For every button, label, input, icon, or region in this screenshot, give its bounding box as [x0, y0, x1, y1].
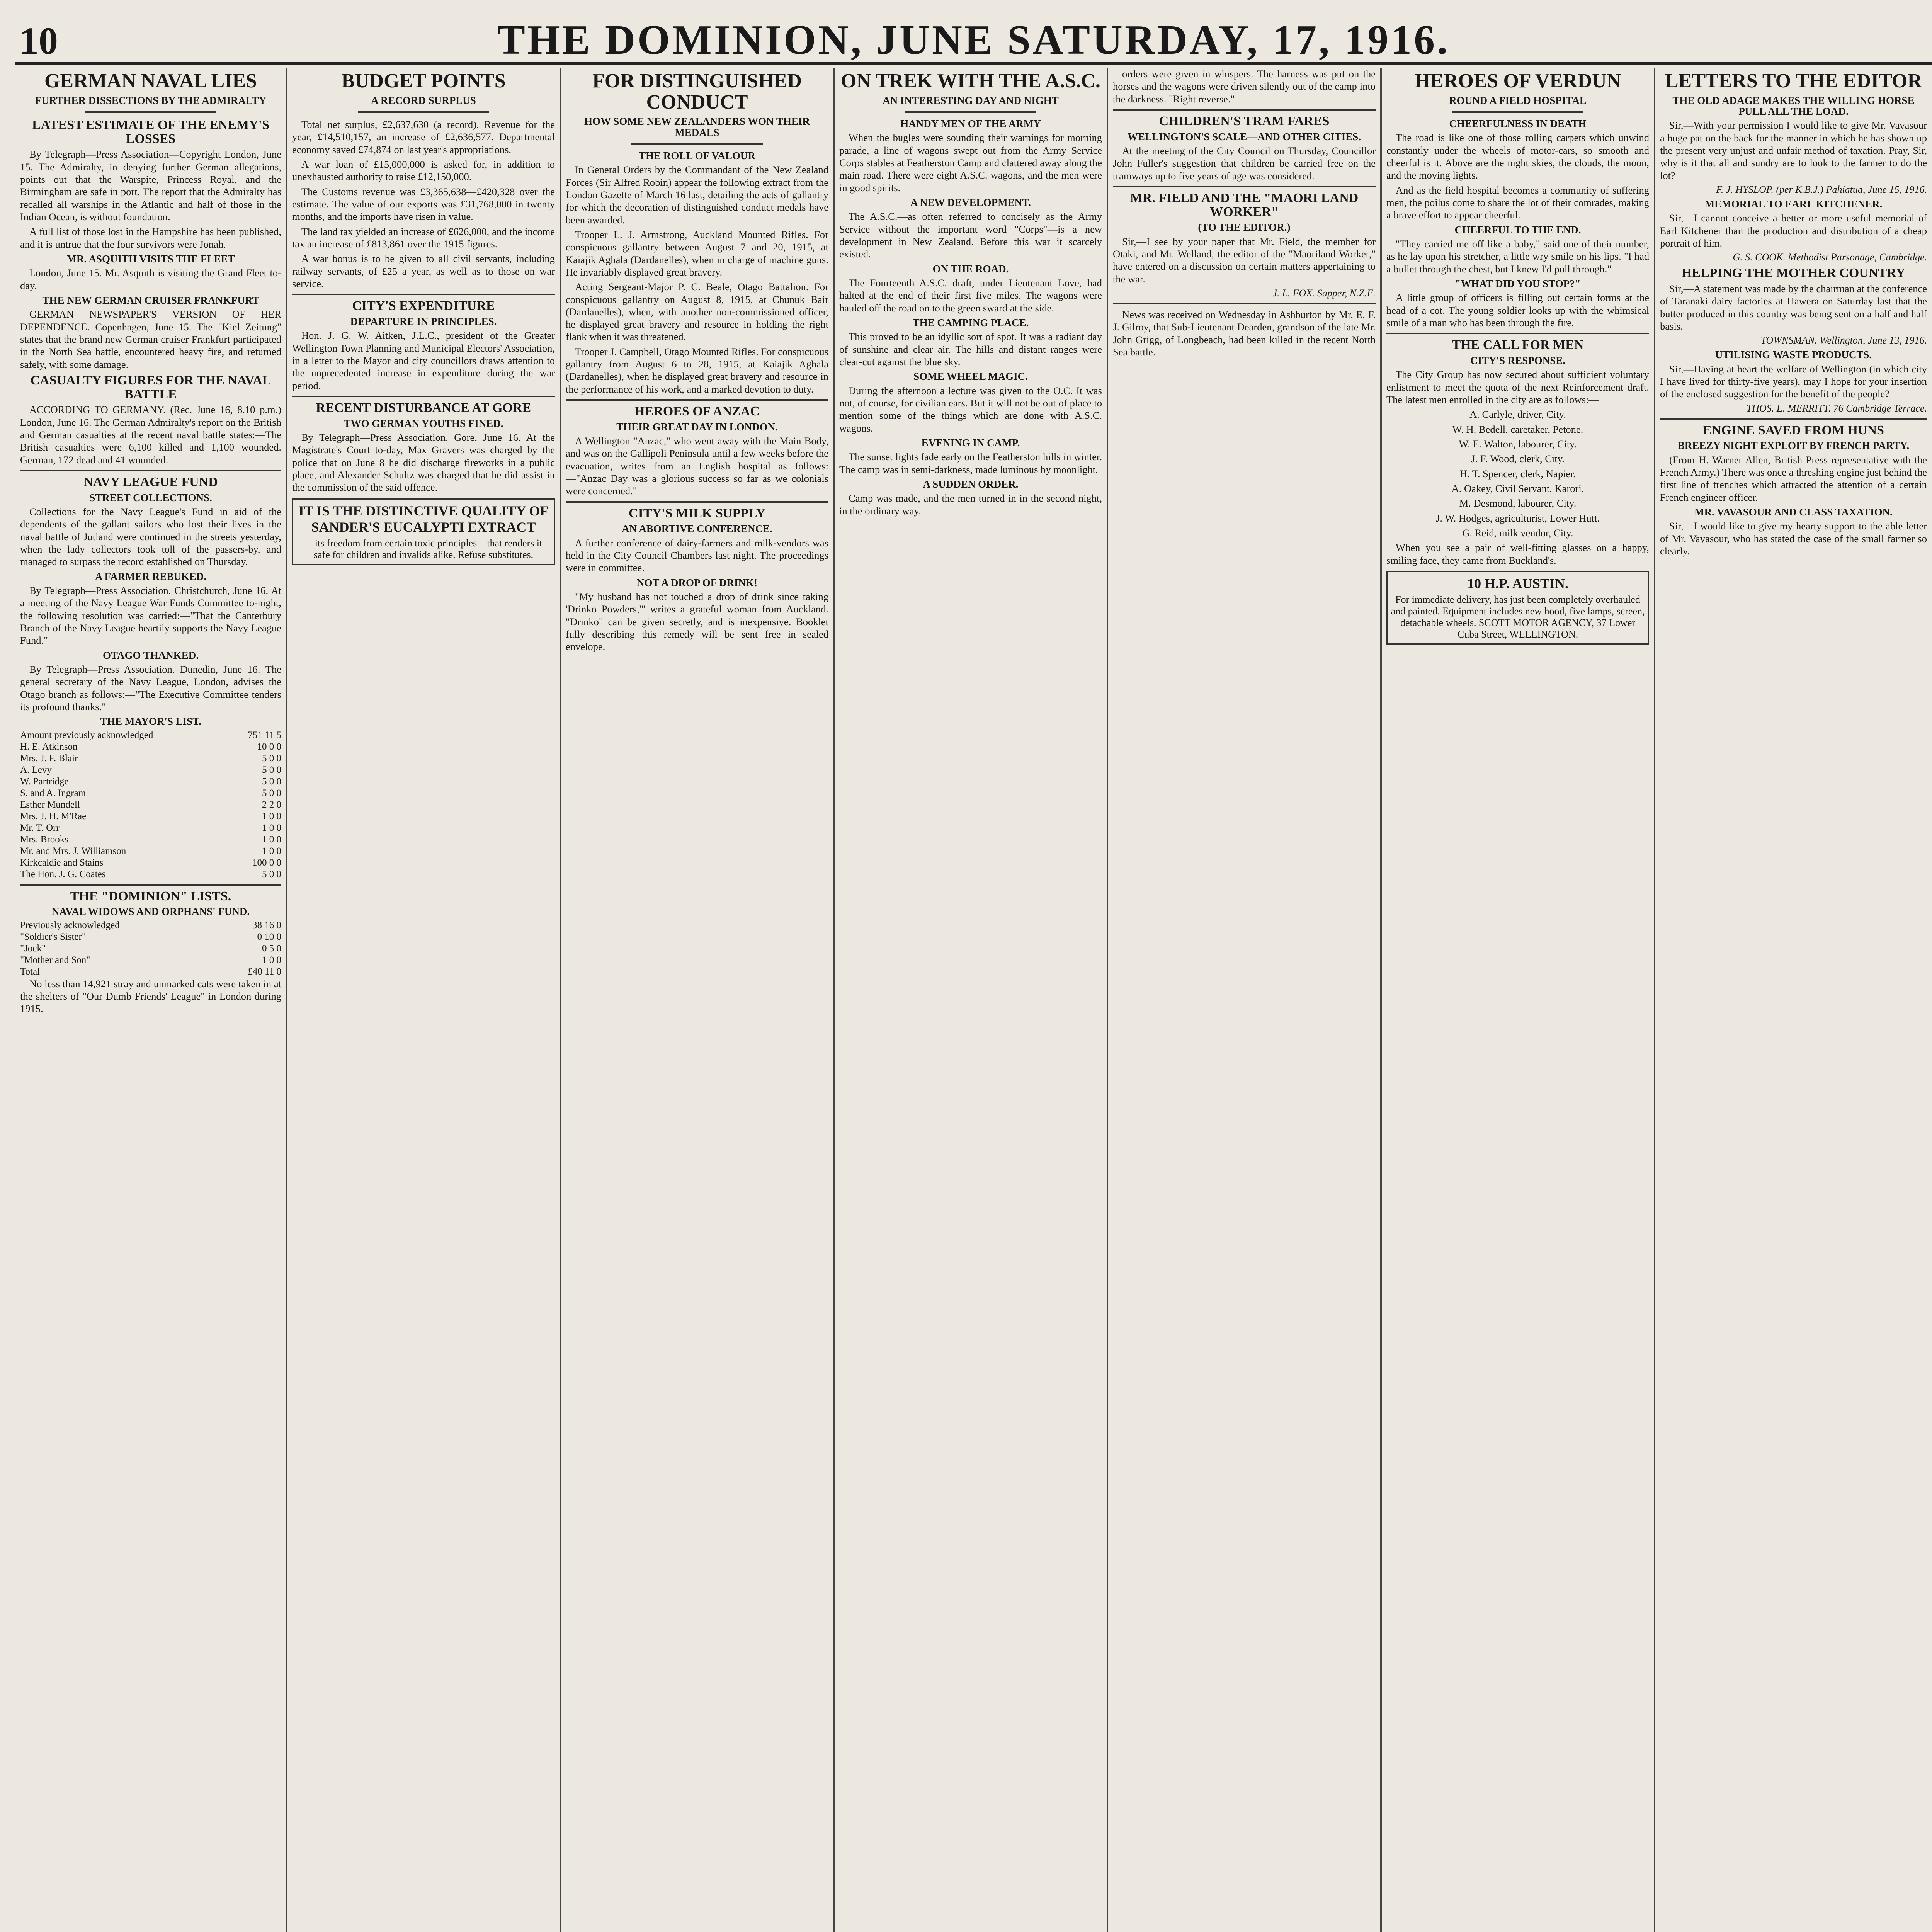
- list-row: [20, 931, 281, 943]
- article-paragraph: During the afternoon a lecture was given to the O.C. It was not, of course, for civilian ears. But it will not be out of place to mention some of the things which are done with A.S.C. wagons.: [839, 384, 1102, 434]
- subhead: THE ROLL OF VALOUR: [639, 150, 755, 162]
- article-paragraph: By Telegraph—Press Association. Christchurch, June 16. At a meeting of the Navy League War Funds Committee to-night, the following resolution was carried:—"That the Canterbury Branch of the Navy League heartily supports the Navy League Fund.": [20, 584, 281, 646]
- enlistment-entry: A. Carlyle, driver, City.: [1469, 408, 1566, 420]
- section-heading: UTILISING WASTE PRODUCTS.: [1715, 349, 1872, 361]
- subhead: TWO GERMAN YOUTHS FINED.: [344, 417, 503, 429]
- article-paragraph: Camp was made, and the men turned in in the second night, in the ordinary way.: [839, 492, 1102, 517]
- list-amount: 5 0 0: [262, 776, 281, 787]
- article-paragraph: Trooper L. J. Armstrong, Auckland Mounted Rifles. For conspicuous gallantry between August 7 and 20, 1915, at Kaiajik Aghala (Dardanelles), when in charge of machine guns. He invariably displayed great bravery.: [566, 228, 828, 278]
- divider: [1113, 303, 1376, 304]
- headline-german-naval-lies: GERMAN NAVAL LIES: [44, 70, 257, 92]
- list-amount: 5 0 0: [262, 753, 281, 764]
- list-name: Amount previously acknowledged: [20, 730, 153, 740]
- section-heading: HELPING THE MOTHER COUNTRY: [1681, 266, 1906, 281]
- article-paragraph: The A.S.C.—as often referred to concisely as the Army Service without the important word "Corps"—is a new development in New Zealand. Before this war it scarcely existed.: [839, 211, 1102, 260]
- list-name: A. Levy: [20, 764, 52, 775]
- headline-distinguished-conduct: FOR DISTINGUISHED CONDUCT: [592, 70, 802, 113]
- article-paragraph: At the meeting of the City Council on Thursday, Councillor John Fuller's suggestion that children be carried free on the tramways up to five years of age was considered.: [1113, 145, 1376, 182]
- list-row: [20, 764, 281, 776]
- enlistment-entry: W. E. Walton, labourer, City.: [1459, 438, 1577, 450]
- advertisement-austin: [1386, 571, 1649, 645]
- ad-heading: NOT A DROP OF DRINK!: [636, 577, 758, 588]
- enlistment-entry: G. Reid, milk vendor, City.: [1462, 527, 1573, 539]
- article-paragraph: ACCORDING TO GERMANY. (Rec. June 16, 8.10 p.m.) London, June 16. The German Admiralty's report on the British and German casualties at the recent naval battle states:—The British casualties were 6,100 killed and 1,100 wounded. German, 172 dead and 41 wounded.: [20, 404, 281, 466]
- crosshead: EVENING IN CAMP.: [921, 437, 1020, 449]
- list-amount: 2 2 0: [262, 799, 281, 810]
- article-paragraph: And as the field hospital becomes a community of suffering men, the poilus come to share the lot of their comrades, making a brave effort to appear cheerful.: [1386, 184, 1649, 221]
- letter-signature: J. L. FOX. Sapper, N.Z.E.: [1272, 287, 1376, 299]
- article-paragraph: Sir,—With your permission I would like to give Mr. Vavasour a huge pat on the back for the manner in which he has shown up the present very unjust and unfair method of taxation. Pray, Sir, why is it that all and sundry are to look to the farmer to do the lot?: [1660, 119, 1927, 181]
- list-row: [20, 857, 281, 869]
- dominion-list: [20, 920, 281, 978]
- list-amount: 0 5 0: [262, 943, 281, 954]
- list-amount: 10 0 0: [257, 741, 281, 752]
- article-paragraph: London, June 15. Mr. Asquith is visiting the Grand Fleet to-day.: [20, 267, 281, 291]
- section-heading: THE "DOMINION" LISTS.: [70, 889, 231, 903]
- ad-body: For immediate delivery, has just been completely overhauled and painted. Equipment includes new hood, five lamps, screen, detachable wheels. SCOTT MOTOR AGENCY, 37 Lower Cuba Street, WELLINGTON.: [1391, 594, 1645, 640]
- article-paragraph: Acting Sergeant-Major P. C. Beale, Otago Battalion. For conspicuous gallantry on August 8, 1915, at Chunuk Bair (Dardanelles), when, with another non-commissioned officer, he displayed great bravery and resource in holding the right flank when it was threatened.: [566, 281, 828, 343]
- section-heading: A FARMER REBUKED.: [95, 570, 207, 582]
- section-heading: THE MAYOR'S LIST.: [100, 716, 201, 728]
- divider: [358, 111, 489, 113]
- list-row: [20, 943, 281, 954]
- article-paragraph: GERMAN NEWSPAPER'S VERSION OF HER DEPENDENCE. Copenhagen, June 15. The "Kiel Zeitung" states that the brand new German cruiser Frankfurt participated in the North Sea battle, encountered heavy fire, and returned safely, with some damage.: [20, 308, 281, 370]
- article-paragraph: News was received on Wednesday in Ashburton by Mr. E. F. J. Gilroy, that Sub-Lieutenant Dearden, grandson of the late Mr. John Grigg, of Longbeach, had been killed in the recent North Sea battle.: [1113, 309, 1376, 358]
- divider: [1113, 109, 1376, 111]
- ad-headline: 10 H.P. AUSTIN.: [1467, 575, 1568, 591]
- list-row: [20, 869, 281, 880]
- list-name: "Jock": [20, 943, 46, 954]
- list-name: Total: [20, 966, 40, 977]
- list-amount: 751 11 5: [248, 730, 281, 740]
- list-row: [20, 834, 281, 845]
- section-heading: HEROES OF ANZAC: [634, 404, 760, 419]
- headline-letters-to-the-editor: LETTERS TO THE EDITOR: [1665, 70, 1922, 92]
- list-name: Mrs. Brooks: [20, 834, 69, 845]
- article-paragraph: Hon. J. G. W. Aitken, J.L.C., president of the Greater Wellington Town Planning and Municipal Electors' Association, in a letter to the Mayor and city councillors draws attention to the unprecedented increase in expenditure during the war period.: [292, 330, 555, 391]
- article-paragraph: The Customs revenue was £3,365,638—£420,328 over the estimate. The value of our exports was £31,768,000 in twenty months, and the imports have risen in value.: [292, 185, 555, 223]
- list-name: H. E. Atkinson: [20, 741, 78, 752]
- list-amount: 0 10 0: [257, 931, 281, 942]
- list-name: Esther Mundell: [20, 799, 80, 810]
- column-5: [1108, 68, 1380, 1932]
- divider: [631, 143, 763, 145]
- subhead: HANDY MEN OF THE ARMY: [900, 117, 1041, 129]
- subhead: THE OLD ADAGE MAKES THE WILLING HORSE PULL ALL THE LOAD.: [1672, 94, 1915, 117]
- list-name: W. Partridge: [20, 776, 69, 787]
- article-paragraph: Sir,—Having at heart the welfare of Wellington (in which city I have lived for thirty-five years), may I hope for your insertion of the enclosed suggestion for the benefit of the people?: [1660, 363, 1927, 400]
- list-amount: 1 0 0: [262, 822, 281, 833]
- article-paragraph: No less than 14,921 stray and unmarked cats were taken in at the shelters of "Our Dumb Friends' League" in London during 1915.: [20, 978, 281, 1015]
- crosshead: "WHAT DID YOU STOP?": [1455, 277, 1581, 289]
- list-amount: 1 0 0: [262, 845, 281, 856]
- enlistment-entry: H. T. Spencer, clerk, Napier.: [1459, 468, 1576, 480]
- list-name: "Mother and Son": [20, 954, 90, 965]
- list-amount: 5 0 0: [262, 787, 281, 798]
- article-paragraph: A war loan of £15,000,000 is asked for, in addition to unexhausted authority to raise £12,150,000.: [292, 158, 555, 183]
- list-row: [20, 822, 281, 834]
- section-heading: CITY'S MILK SUPPLY: [629, 506, 765, 520]
- headline-on-trek: ON TREK WITH THE A.S.C.: [841, 70, 1100, 92]
- subhead: AN ABORTIVE CONFERENCE.: [622, 523, 772, 535]
- column-7: [1655, 68, 1932, 1932]
- divider: [566, 399, 828, 401]
- subhead: FURTHER DISSECTIONS BY THE ADMIRALTY: [35, 94, 267, 106]
- article-paragraph: A further conference of dairy-farmers and milk-vendors was held in the City Council Chambers last night. The proceedings were in committee.: [566, 537, 828, 574]
- page-number: 10: [19, 19, 58, 62]
- divider: [905, 111, 1036, 113]
- divider: [566, 501, 828, 503]
- crosshead: SOME WHEEL MAGIC.: [913, 371, 1028, 383]
- list-name: Mrs. J. F. Blair: [20, 753, 78, 764]
- column-1: [15, 68, 286, 1932]
- crosshead: CHEERFUL TO THE END.: [1454, 224, 1581, 236]
- divider: [20, 470, 281, 471]
- list-row: [20, 954, 281, 966]
- article-paragraph: The Fourteenth A.S.C. draft, under Lieutenant Love, had halted at the end of their first five miles. The wagons were hauled off the road on to the green sward at the side.: [839, 277, 1102, 314]
- article-paragraph: orders were given in whispers. The harness was put on the horses and the wagons were driven silently out of the camp into the darkness. "Right reverse.": [1113, 68, 1376, 105]
- section-heading: NAVY LEAGUE FUND: [83, 474, 218, 489]
- column-4: [835, 68, 1107, 1932]
- subhead: DEPARTURE IN PRINCIPLES.: [350, 315, 497, 327]
- article-paragraph: Trooper J. Campbell, Otago Mounted Rifles. For conspicuous gallantry from August 6 to 28, 1915, at Kaiajik Aghala (Dardanelles), when he displayed great bravery and resource in the performance of his work, and a marked devotion to duty.: [566, 345, 828, 395]
- headline-heroes-of-verdun: HEROES OF VERDUN: [1414, 70, 1621, 92]
- list-row: [20, 753, 281, 764]
- list-name: S. and A. Ingram: [20, 787, 86, 798]
- crosshead: ON THE ROAD.: [932, 263, 1009, 275]
- list-row: [20, 787, 281, 799]
- section-heading: RECENT DISTURBANCE AT GORE: [316, 400, 531, 415]
- enlistment-entry: A. Oakey, Civil Servant, Karori.: [1451, 482, 1584, 494]
- subhead: A RECORD SURPLUS: [371, 94, 476, 106]
- article-paragraph: Total net surplus, £2,637,630 (a record). Revenue for the year, £14,510,157, an increase of £2,636,577. Departmental economy saved £74,874 on last year's appropriations.: [292, 118, 555, 155]
- enlistment-entry: W. H. Bedell, caretaker, Petone.: [1452, 423, 1583, 435]
- article-paragraph: Sir,—A statement was made by the chairman at the conference of Taranaki dairy factories at Hawera on Saturday last that the butter produced in this country was being sent on a half and half basis.: [1660, 282, 1927, 332]
- divider: [1113, 186, 1376, 187]
- section-heading: CITY'S EXPENDITURE: [352, 299, 495, 313]
- section-heading: CHILDREN'S TRAM FARES: [1159, 114, 1330, 128]
- section-heading: ENGINE SAVED FROM HUNS: [1703, 423, 1884, 437]
- subhead: (TO THE EDITOR.): [1198, 221, 1291, 233]
- list-amount: 5 0 0: [262, 764, 281, 775]
- section-heading: THE NEW GERMAN CRUISER FRANKFURT: [42, 294, 259, 306]
- article-paragraph: The City Group has now secured about sufficient voluntary enlistment to meet the quota of the next Reinforcement draft. The latest men enrolled in the city are as follows:—: [1386, 369, 1649, 405]
- list-row: [20, 776, 281, 787]
- article-paragraph: In General Orders by the Commandant of the New Zealand Forces (Sir Alfred Robin) appear the following extract from the London Gazette of March 16 last, detailing the acts of gallantry for which the decoration of distinguished conduct medals have been awarded.: [566, 164, 828, 226]
- subhead: WELLINGTON'S SCALE—AND OTHER CITIES.: [1127, 131, 1361, 143]
- subhead: STREET COLLECTIONS.: [89, 492, 212, 503]
- article-paragraph: Sir,—I cannot conceive a better or more useful memorial of Earl Kitchener than the production and distribution of a cheap portrait of him.: [1660, 212, 1927, 249]
- letter-signature: F. J. HYSLOP. (per K.B.J.) Pahiatua, June 15, 1916.: [1716, 184, 1927, 195]
- divider: [292, 396, 555, 397]
- list-amount: 1 0 0: [262, 811, 281, 821]
- article-paragraph: The land tax yielded an increase of £626,000, and the income tax an increase of £813,861 over the 1915 figures.: [292, 225, 555, 250]
- subhead: LATEST ESTIMATE OF THE ENEMY'S LOSSES: [32, 117, 270, 146]
- section-heading: OTAGO THANKED.: [102, 649, 199, 661]
- section-heading: CASUALTY FIGURES FOR THE NAVAL BATTLE: [30, 373, 271, 401]
- subhead: AN INTERESTING DAY AND NIGHT: [883, 94, 1059, 106]
- letter-signature: TOWNSMAN. Wellington, June 13, 1916.: [1760, 335, 1927, 346]
- subhead: ROUND A FIELD HOSPITAL: [1449, 94, 1587, 106]
- list-name: "Soldier's Sister": [20, 931, 86, 942]
- ad-paragraph: "My husband has not touched a drop of drink since taking 'Drinko Powders,'" writes a grateful woman from Auckland. "Drinko" can be given secretly, and is inexpensive. Booklet fully describing this remedy will be sent free in sealed envelope.: [566, 591, 828, 653]
- list-amount: 1 0 0: [262, 954, 281, 965]
- column-2: [287, 68, 560, 1932]
- list-row: [20, 920, 281, 931]
- divider: [1452, 111, 1583, 113]
- headline-budget-points: BUDGET POINTS: [341, 70, 506, 92]
- article-paragraph: "They carried me off like a baby," said one of their number, as he lay upon his stretcher, a little wry smile on his lips. "I had a bullet through the chest, but I knew I'd pull through.": [1386, 238, 1649, 275]
- subhead: HOW SOME NEW ZEALANDERS WON THEIR MEDALS: [584, 116, 810, 138]
- list-row: [20, 845, 281, 857]
- article-paragraph: A full list of those lost in the Hampshire has been published, and it is untrue that the four survivors were Jonah.: [20, 226, 281, 250]
- list-amount: 5 0 0: [262, 869, 281, 879]
- list-row: [20, 730, 281, 741]
- article-paragraph: (From H. Warner Allen, British Press representative with the French Army.) There was once a threshing engine just behind the first line of trenches which attracted the attention of a certain French engineer officer.: [1660, 454, 1927, 503]
- article-paragraph: A Wellington "Anzac," who went away with the Main Body, and was on the Gallipoli Peninsula until a few weeks before the evacuation, writes from an English hospital as follows:—"Anzac Day was a glorious success so far as we colonials were concerned.": [566, 435, 828, 497]
- subhead: BREEZY NIGHT EXPLOIT BY FRENCH PARTY.: [1677, 440, 1910, 452]
- crosshead: A NEW DEVELOPMENT.: [910, 196, 1031, 208]
- list-row: [20, 966, 281, 978]
- subhead: THEIR GREAT DAY IN LONDON.: [616, 421, 778, 433]
- list-name: Mrs. J. H. M'Rae: [20, 811, 87, 821]
- article-paragraph: Sir,—I see by your paper that Mr. Field, the member for Otaki, and Mr. Welland, the editor of the "Maoriland Worker," have entered on a discussion on certain matters appertaining to the war.: [1113, 235, 1376, 285]
- article-paragraph: When the bugles were sounding their warnings for morning parade, a line of wagons swept out from the Army Service Corps stables at Featherston Camp and clattered away along the main road. There were eight A.S.C. wagons, and the men were in good spirits.: [839, 132, 1102, 194]
- article-paragraph: The sunset lights fade early on the Featherston hills in winter. The camp was in semi-darkness, made luminous by moonlight.: [839, 451, 1102, 475]
- advertisement: [292, 498, 555, 565]
- section-heading: THE CALL FOR MEN: [1452, 338, 1584, 352]
- ad-body: —its freedom from certain toxic principles—that renders it safe for children and invalids alike. Refuse substitutes.: [304, 537, 543, 560]
- list-row: [20, 799, 281, 811]
- newspaper-title: THE DOMINION, JUNE SATURDAY, 17, 1916.: [497, 17, 1450, 63]
- article-paragraph: Collections for the Navy League's Fund in aid of the dependents of the gallant sailors who lost their lives in the naval battle of Jutland were continued in the streets yesterday, when the lady collectors took toll of the passers-by, and managed to surpass the record established on Thursday.: [20, 505, 281, 568]
- section-heading: MR. ASQUITH VISITS THE FLEET: [66, 253, 235, 265]
- article-paragraph: When you see a pair of well-fitting glasses on a happy, smiling face, they came from Buckland's.: [1386, 542, 1649, 566]
- page-columns: [15, 68, 1932, 1932]
- article-paragraph: By Telegraph—Press Association. Dunedin, June 16. The general secretary of the Navy League, London, advises the Otago branch as follows:—"The Executive Committee tenders its profound thanks.": [20, 663, 281, 713]
- divider: [85, 111, 216, 113]
- list-amount: 1 0 0: [262, 834, 281, 845]
- enlistment-entry: J. W. Hodges, agriculturist, Lower Hutt.: [1436, 512, 1600, 524]
- divider: [1660, 418, 1927, 420]
- section-heading: MR. FIELD AND THE "MAORI LAND WORKER": [1130, 191, 1359, 219]
- list-amount: 38 16 0: [252, 920, 281, 930]
- column-6: [1382, 68, 1654, 1932]
- section-heading: MR. VAVASOUR AND CLASS TAXATION.: [1694, 506, 1893, 518]
- enlistment-entry: M. Desmond, labourer, City.: [1459, 497, 1577, 509]
- article-paragraph: By Telegraph—Press Association—Copyright London, June 15. The Admiralty, in denying further German allegations, points out that the Warspite, Princess Royal, and the Birmingham are safe in port. The report that the Admiralty has recalled all warships in the Atlantic and half of those in the Indian Ocean, is without foundation.: [20, 148, 281, 223]
- divider: [1386, 333, 1649, 334]
- list-name: Kirkcaldie and Stains: [20, 857, 104, 868]
- divider: [20, 884, 281, 886]
- divider: [292, 294, 555, 295]
- article-paragraph: By Telegraph—Press Association. Gore, June 16. At the Magistrate's Court to-day, Max Gravers was charged by the police that on June 8 he did discharge fireworks in a public place, and Alexander Schultz was charged that he did assist in the commission of the said offence.: [292, 431, 555, 493]
- letter-signature: G. S. COOK. Methodist Parsonage, Cambridge.: [1733, 252, 1927, 263]
- list-amount: 100 0 0: [252, 857, 281, 868]
- letter-signature: THOS. E. MERRITT. 76 Cambridge Terrace.: [1746, 402, 1927, 414]
- list-amount: £40 11 0: [248, 966, 281, 977]
- ad-headline: IT IS THE DISTINCTIVE QUALITY OF SANDER'S EUCALYPTI EXTRACT: [298, 503, 549, 535]
- enlistment-entry: J. F. Wood, clerk, City.: [1471, 453, 1565, 465]
- section-heading: MEMORIAL TO EARL KITCHENER.: [1704, 198, 1883, 210]
- list-name: Mr. T. Orr: [20, 822, 60, 833]
- list-row: [20, 741, 281, 753]
- subhead: CITY'S RESPONSE.: [1470, 354, 1566, 366]
- article-paragraph: This proved to be an idyllic sort of spot. It was a radiant day of sunshine and clear air. The hills and distant ranges were clear-cut against the blue sky.: [839, 331, 1102, 367]
- column-3: [561, 68, 833, 1932]
- subhead: NAVAL WIDOWS AND ORPHANS' FUND.: [51, 906, 250, 918]
- crosshead: A SUDDEN ORDER.: [923, 478, 1019, 490]
- crosshead: THE CAMPING PLACE.: [912, 316, 1029, 328]
- subscription-list: [20, 730, 281, 880]
- list-name: Previously acknowledged: [20, 920, 120, 930]
- list-name: Mr. and Mrs. J. Williamson: [20, 845, 126, 856]
- list-name: The Hon. J. G. Coates: [20, 869, 106, 879]
- article-paragraph: Sir,—I would like to give my hearty support to the able letter of Mr. Vavasour, who has stated the case of the small farmer so clearly.: [1660, 520, 1927, 557]
- article-paragraph: A war bonus is to be given to all civil servants, including railway servants, of £25 a year, as well as to those on war service.: [292, 253, 555, 289]
- article-paragraph: A little group of officers is filling out certain forms at the head of a cot. The young soldier looks up with the whimsical smile of a man who has been through the fire.: [1386, 292, 1649, 328]
- subhead: CHEERFULNESS IN DEATH: [1449, 117, 1587, 129]
- list-row: [20, 811, 281, 822]
- article-paragraph: The road is like one of those rolling carpets which unwind constantly under the wheels of motor-cars, so smooth and cheerful is it. Above are the night skies, the clouds, the moon, and the moving lights.: [1386, 132, 1649, 181]
- masthead: [15, 12, 1932, 65]
